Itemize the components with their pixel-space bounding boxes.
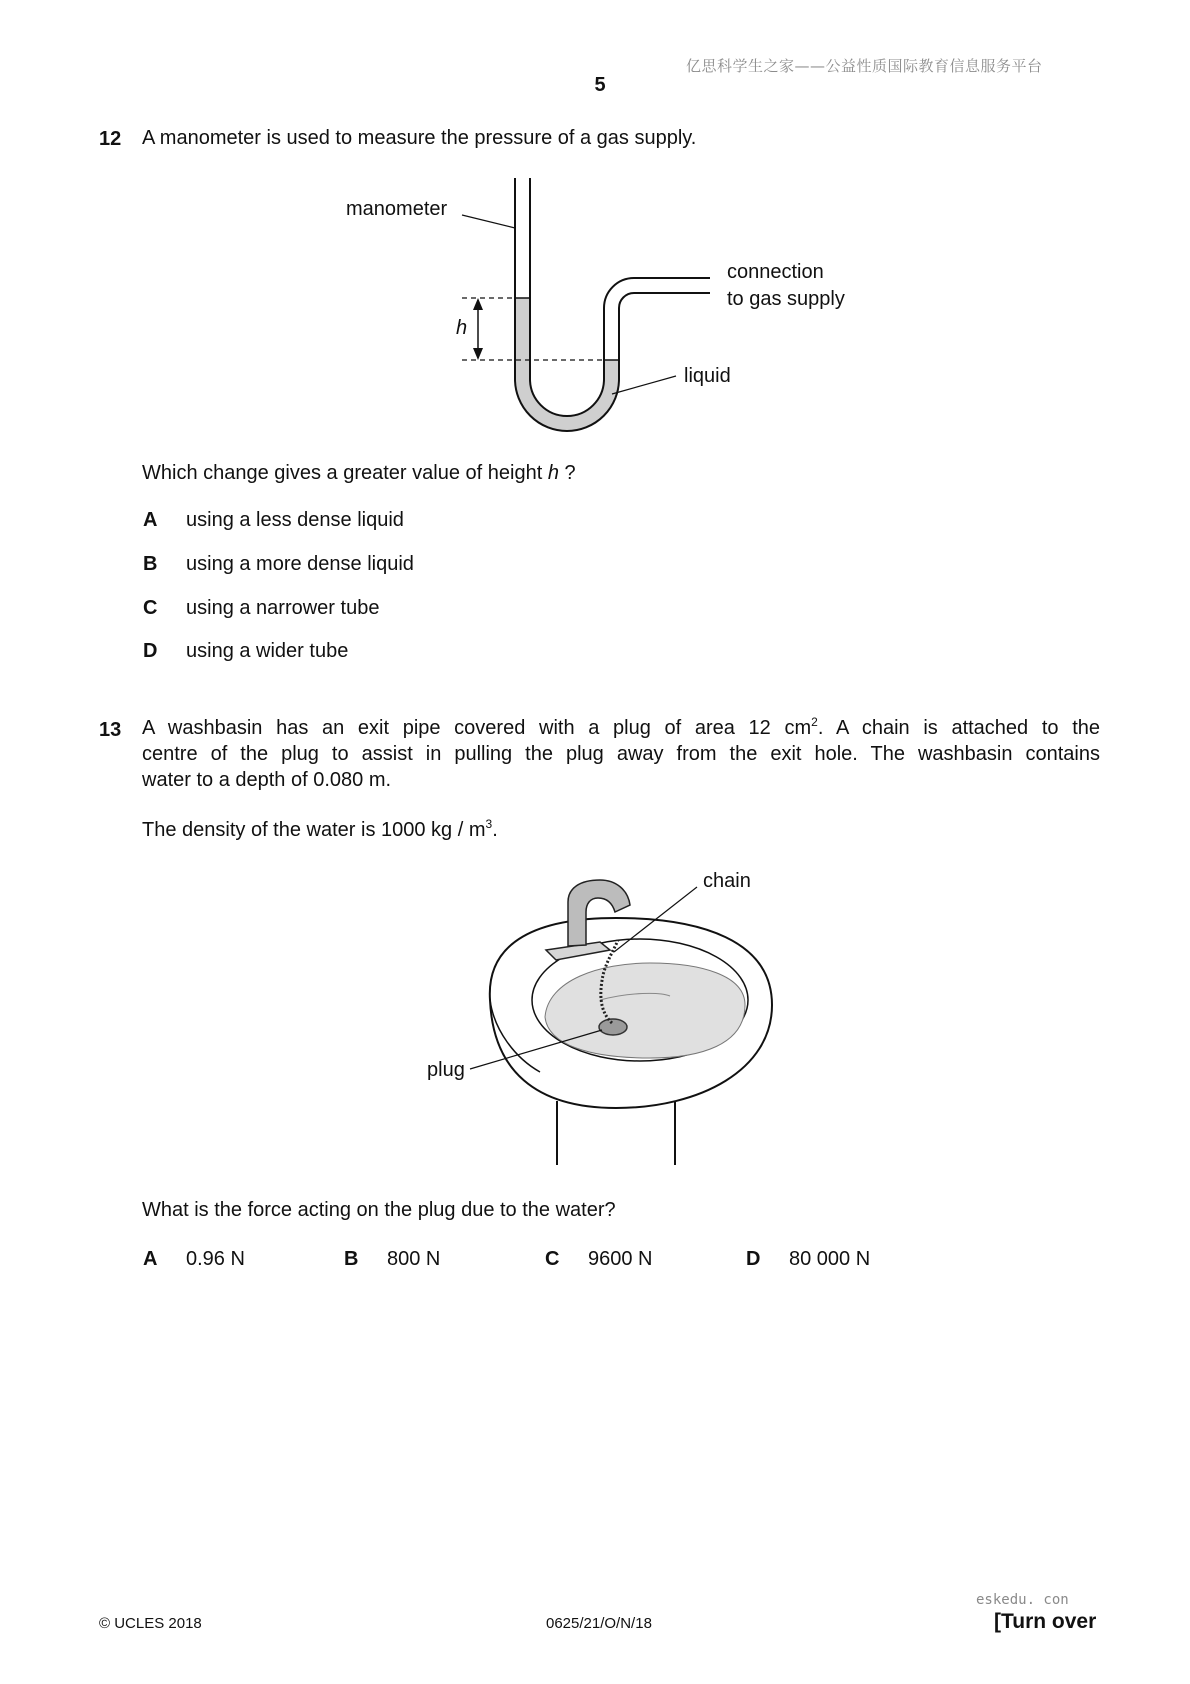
label-connection-line1: connection: [727, 261, 824, 283]
q13-option-c-letter: C: [545, 1248, 560, 1270]
q12-question: Which change gives a greater value of height h ?: [142, 462, 576, 484]
footer-watermark: eskedu. con: [976, 1592, 1069, 1608]
q13-option-c-text: 9600 N: [588, 1248, 653, 1270]
q12-option-c-letter: C: [143, 597, 158, 619]
q12-option-a-letter: A: [143, 509, 158, 531]
q13-option-b-letter: B: [344, 1248, 359, 1270]
q13-option-a-text: 0.96 N: [186, 1248, 245, 1270]
footer-code: 0625/21/O/N/18: [546, 1615, 652, 1632]
label-chain: chain: [703, 870, 751, 892]
plug: [599, 1019, 627, 1035]
q12-option-d-text: using a wider tube: [186, 640, 349, 662]
q13-option-b-text: 800 N: [387, 1248, 441, 1270]
q13-option-d-letter: D: [746, 1248, 761, 1270]
label-manometer: manometer: [346, 198, 448, 220]
label-plug: plug: [427, 1059, 465, 1081]
q13-line1: A washbasin has an exit pipe covered with a plug of area 12 $cm^2$. A chain is attached to the: [142, 715, 1101, 739]
pedestal: [557, 1101, 675, 1165]
q13-option-d-text: 80 000 N: [789, 1248, 871, 1270]
q12-option-b-letter: B: [143, 553, 158, 575]
label-connection-line2: to gas supply: [727, 288, 845, 310]
label-liquid: liquid: [684, 365, 731, 387]
q12-option-a-text: using a less dense liquid: [186, 509, 404, 531]
footer-turn-over: [Turn over: [994, 1610, 1097, 1633]
q12-stem: A manometer is used to measure the pressure of a gas supply.: [142, 127, 697, 149]
q12-number: 12: [99, 128, 122, 150]
page-number: 5: [594, 74, 606, 96]
footer-copyright: © UCLES 2018: [99, 1615, 202, 1632]
q13-line3: water to a depth of 0.080 m.: [142, 769, 392, 791]
q12-option-d-letter: D: [143, 640, 158, 662]
label-h: h: [456, 317, 468, 339]
header-watermark: 亿思科学生之家——公益性质国际教育信息服务平台: [686, 57, 1043, 75]
q12-option-c-text: using a narrower tube: [186, 597, 380, 619]
q13-density: The density of the water is 1000 kg / $m^3$.: [142, 817, 498, 841]
q13-question: What is the force acting on the plug due to the water?: [142, 1199, 616, 1221]
q13-option-a-letter: A: [143, 1248, 158, 1270]
q12-option-b-text: using a more dense liquid: [186, 553, 414, 575]
q13-line2: centre of the plug to assist in pulling the plug away from the exit hole. The washbasin contains: [142, 743, 1100, 765]
q13-number: 13: [99, 719, 122, 741]
